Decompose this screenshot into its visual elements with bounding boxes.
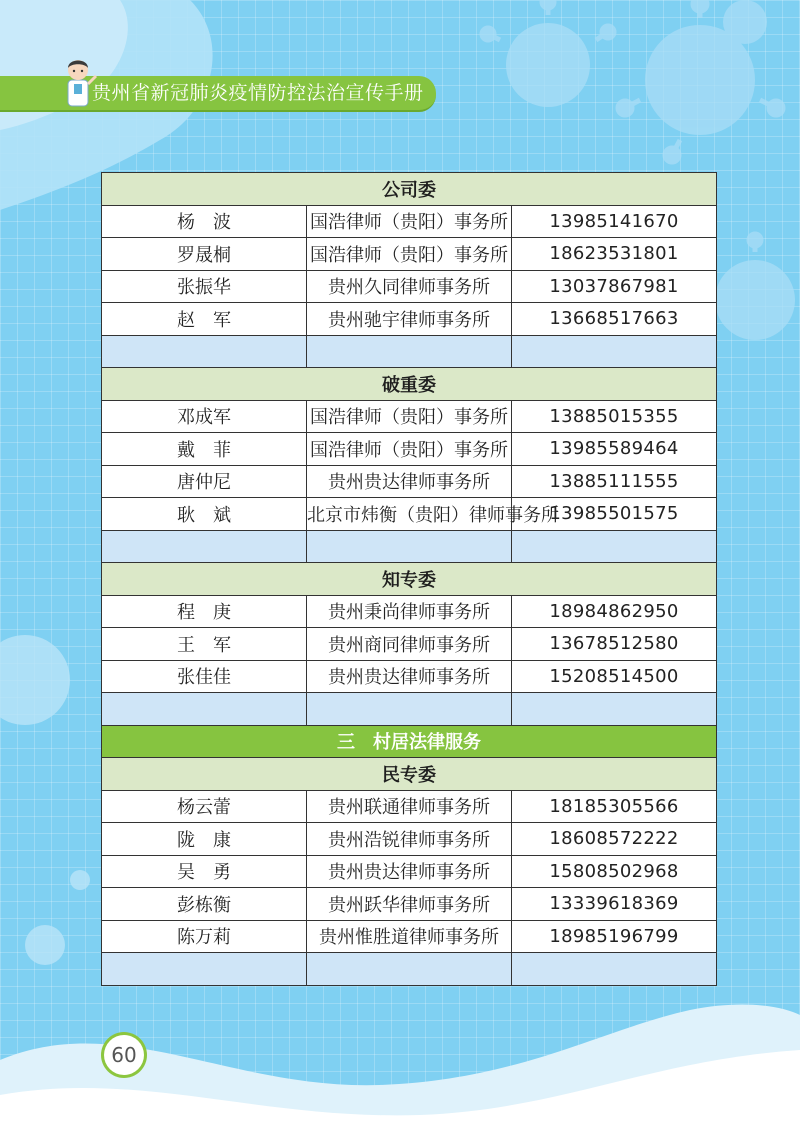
blank-cell xyxy=(307,953,512,986)
phone-number: 13885015355 xyxy=(512,400,717,433)
section-header-row xyxy=(102,173,717,206)
table-row xyxy=(102,400,717,433)
blank-cell xyxy=(307,335,512,368)
law-firm: 国浩律师（贵阳）事务所 xyxy=(307,238,512,271)
phone-number: 18608572222 xyxy=(512,823,717,856)
law-firm: 贵州贵达律师事务所 xyxy=(307,855,512,888)
phone-number: 13339618369 xyxy=(512,888,717,921)
table-row xyxy=(102,270,717,303)
main-section-title: 三 村居法律服务 xyxy=(102,725,717,758)
page-number-badge xyxy=(101,1032,147,1078)
lawyer-name: 杨 波 xyxy=(102,205,307,238)
lawyer-name: 陈万莉 xyxy=(102,920,307,953)
phone-number: 13678512580 xyxy=(512,628,717,661)
phone-number: 15808502968 xyxy=(512,855,717,888)
phone-number: 13668517663 xyxy=(512,303,717,336)
law-firm: 贵州惟胜道律师事务所 xyxy=(307,920,512,953)
law-firm: 贵州贵达律师事务所 xyxy=(307,465,512,498)
lawyer-name: 唐仲尼 xyxy=(102,465,307,498)
section-header-row xyxy=(102,563,717,596)
law-firm: 贵州秉尚律师事务所 xyxy=(307,595,512,628)
phone-number: 13037867981 xyxy=(512,270,717,303)
phone-number: 13985141670 xyxy=(512,205,717,238)
phone-number: 18984862950 xyxy=(512,595,717,628)
table-row xyxy=(102,465,717,498)
lawyer-name: 张振华 xyxy=(102,270,307,303)
table-row xyxy=(102,855,717,888)
doctor-mascot-icon xyxy=(58,54,98,110)
blank-cell xyxy=(512,335,717,368)
lawyer-name: 程 庚 xyxy=(102,595,307,628)
table-row xyxy=(102,628,717,661)
phone-number: 13885111555 xyxy=(512,465,717,498)
phone-number: 13985589464 xyxy=(512,433,717,466)
lawyer-name: 罗晟桐 xyxy=(102,238,307,271)
lawyer-name: 彭栋衡 xyxy=(102,888,307,921)
blank-row xyxy=(102,953,717,986)
table-row xyxy=(102,595,717,628)
table-row xyxy=(102,433,717,466)
phone-number: 15208514500 xyxy=(512,660,717,693)
law-firm: 国浩律师（贵阳）事务所 xyxy=(307,400,512,433)
blank-row xyxy=(102,693,717,726)
lawyer-name: 邓成军 xyxy=(102,400,307,433)
law-firm: 贵州贵达律师事务所 xyxy=(307,660,512,693)
lawyer-name: 赵 军 xyxy=(102,303,307,336)
blank-row xyxy=(102,530,717,563)
table-row xyxy=(102,205,717,238)
blank-cell xyxy=(102,530,307,563)
header-title: 贵州省新冠肺炎疫情防控法治宣传手册 xyxy=(92,82,424,104)
lawyer-name: 吴 勇 xyxy=(102,855,307,888)
blank-cell xyxy=(512,530,717,563)
table-row xyxy=(102,660,717,693)
page-number: 60 xyxy=(104,1035,144,1075)
lawyer-name: 张佳佳 xyxy=(102,660,307,693)
blank-cell xyxy=(307,693,512,726)
section-title: 公司委 xyxy=(102,173,717,206)
main-section-header-row xyxy=(102,725,717,758)
blank-cell xyxy=(307,530,512,563)
law-firm: 贵州久同律师事务所 xyxy=(307,270,512,303)
phone-number: 18623531801 xyxy=(512,238,717,271)
lawyer-name: 杨云蕾 xyxy=(102,790,307,823)
section-title: 民专委 xyxy=(102,758,717,791)
section-title: 破重委 xyxy=(102,368,717,401)
phone-number: 13985501575 xyxy=(512,498,717,531)
section-title: 知专委 xyxy=(102,563,717,596)
lawyer-directory-table xyxy=(101,172,717,986)
law-firm: 国浩律师（贵阳）事务所 xyxy=(307,205,512,238)
law-firm: 贵州浩锐律师事务所 xyxy=(307,823,512,856)
blank-cell xyxy=(102,335,307,368)
blank-row xyxy=(102,335,717,368)
law-firm: 贵州驰宇律师事务所 xyxy=(307,303,512,336)
section-header-row xyxy=(102,368,717,401)
lawyer-name: 耿 斌 xyxy=(102,498,307,531)
law-firm: 贵州商同律师事务所 xyxy=(307,628,512,661)
blank-cell xyxy=(512,953,717,986)
law-firm: 国浩律师（贵阳）事务所 xyxy=(307,433,512,466)
table-row xyxy=(102,498,717,531)
table-row xyxy=(102,823,717,856)
law-firm: 贵州联通律师事务所 xyxy=(307,790,512,823)
lawyer-name: 陇 康 xyxy=(102,823,307,856)
lawyer-name: 王 军 xyxy=(102,628,307,661)
phone-number: 18985196799 xyxy=(512,920,717,953)
table-row xyxy=(102,888,717,921)
table-row xyxy=(102,920,717,953)
lawyer-name: 戴 菲 xyxy=(102,433,307,466)
blank-cell xyxy=(102,693,307,726)
section-header-row xyxy=(102,758,717,791)
table-row xyxy=(102,790,717,823)
law-firm: 北京市炜衡（贵阳）律师事务所 xyxy=(307,498,512,531)
blank-cell xyxy=(512,693,717,726)
phone-number: 18185305566 xyxy=(512,790,717,823)
law-firm: 贵州跃华律师事务所 xyxy=(307,888,512,921)
blank-cell xyxy=(102,953,307,986)
table-row xyxy=(102,303,717,336)
table-row xyxy=(102,238,717,271)
